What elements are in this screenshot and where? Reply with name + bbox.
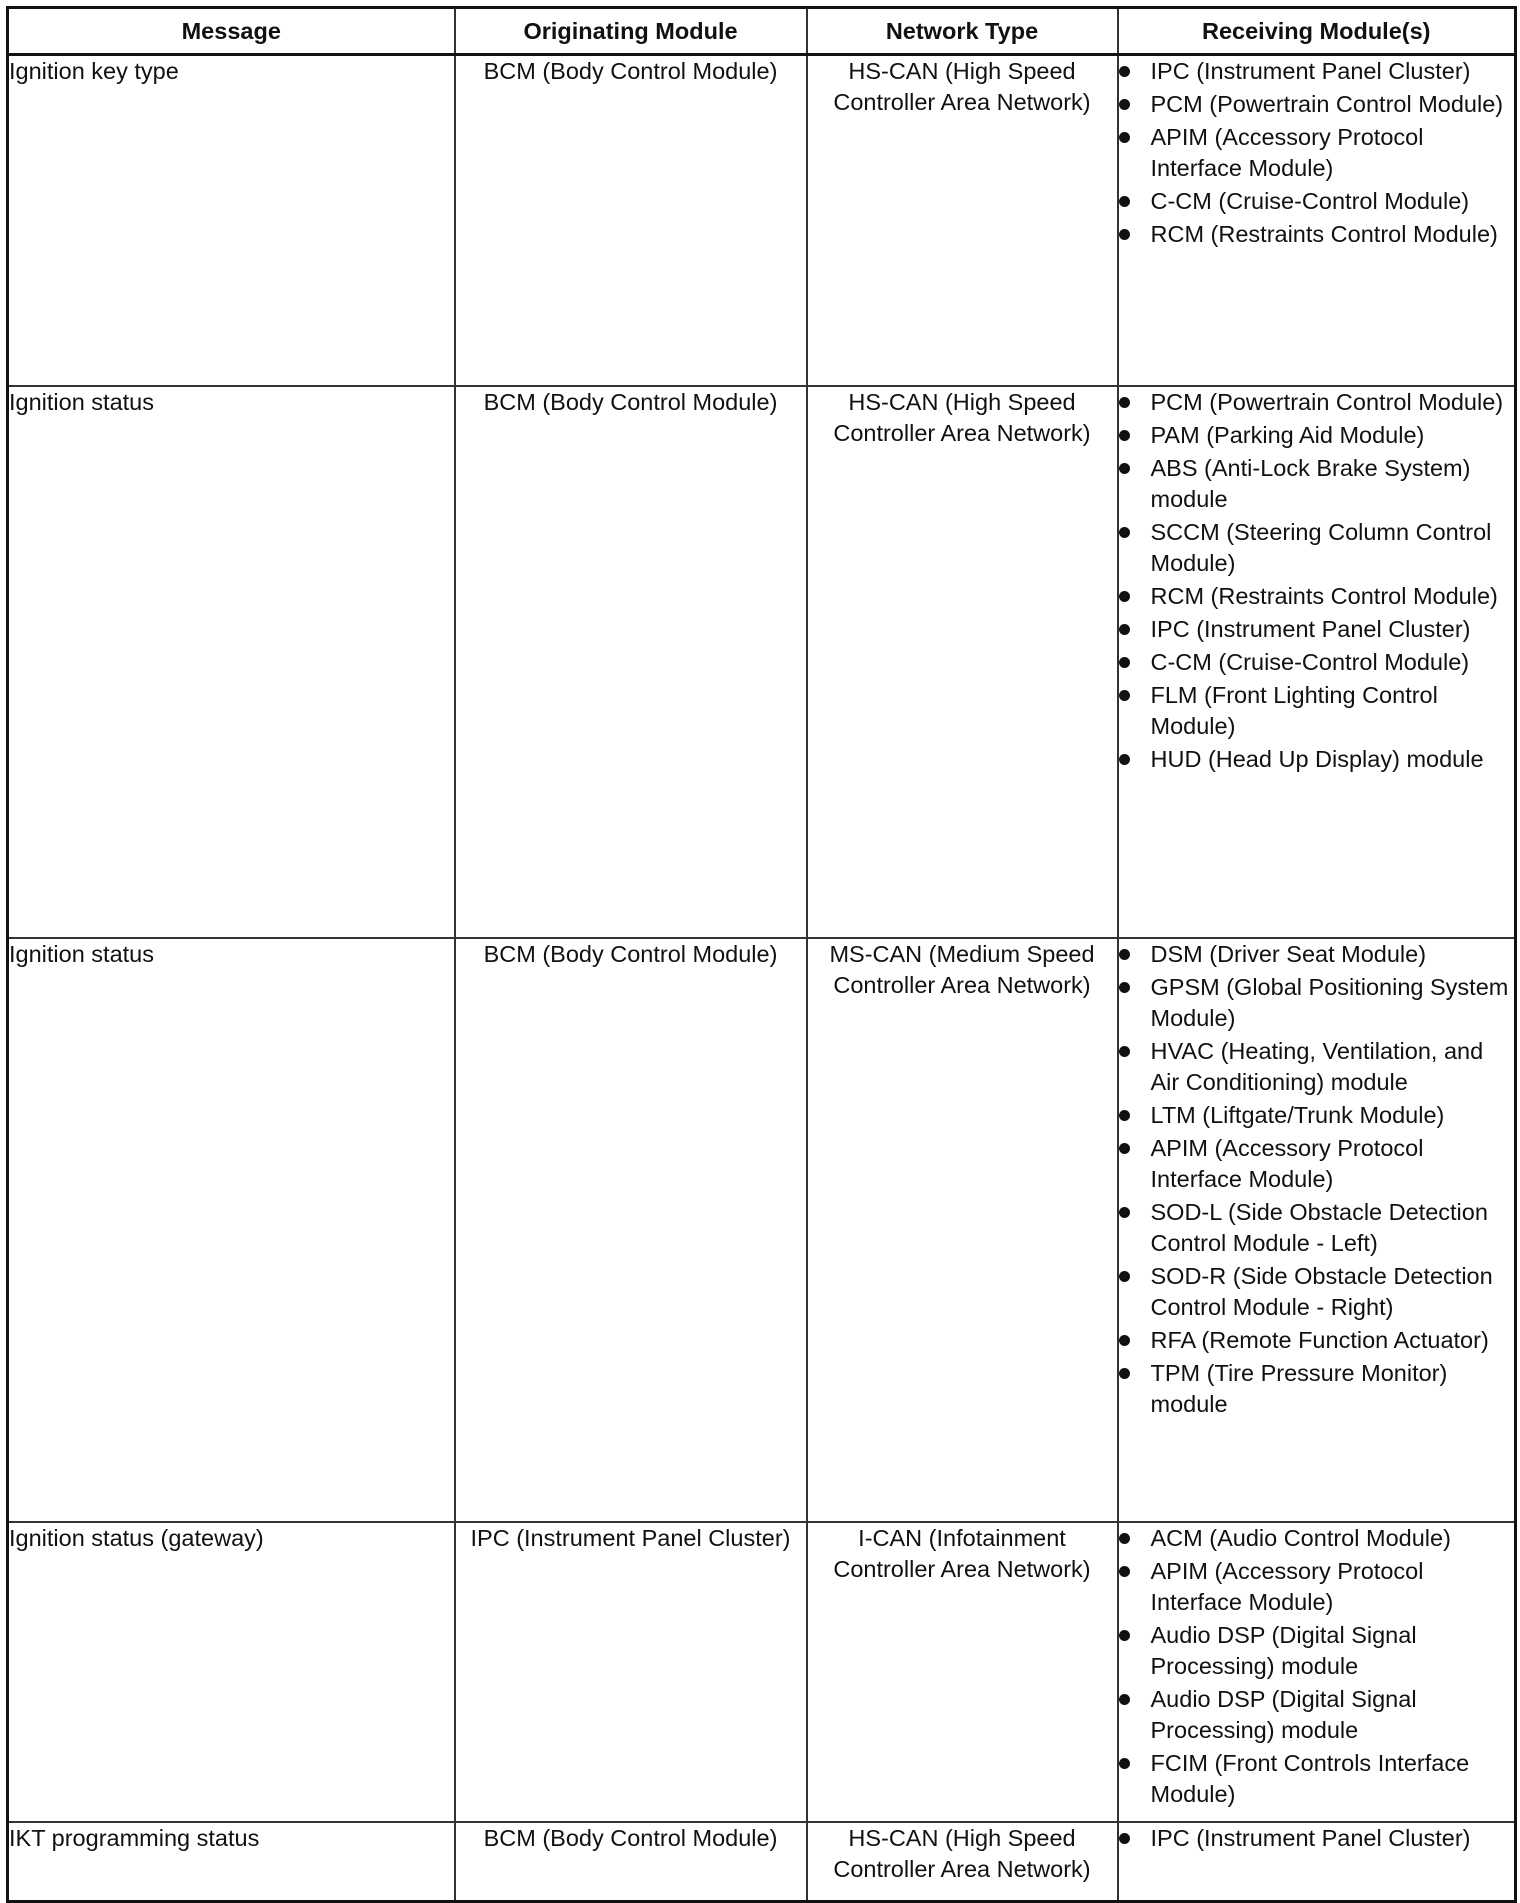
list-item: HUD (Head Up Display) module [1119,744,1515,775]
bullet-icon [1119,1335,1130,1346]
table-row [8,55,1516,386]
header-network-type: Network Type [807,8,1118,55]
document-page [6,6,1517,1903]
receiving-modules-cell [1118,1522,1516,1822]
originating-module-cell: BCM (Body Control Module) [455,1822,807,1902]
list-item: APIM (Accessory Protocol Interface Module) [1119,1133,1515,1195]
bullet-icon [1119,430,1130,441]
originating-module-cell: BCM (Body Control Module) [455,386,807,938]
bullet-icon [1119,229,1130,240]
bullet-icon [1119,1207,1130,1218]
message-cell: IKT programming status [8,1822,455,1902]
bullet-icon [1119,1694,1130,1705]
bullet-icon [1119,754,1130,765]
originating-module-cell: BCM (Body Control Module) [455,938,807,1522]
list-item: TPM (Tire Pressure Monitor) module [1119,1358,1515,1420]
receiving-module-list [1119,939,1515,1420]
list-item: IPC (Instrument Panel Cluster) [1119,1823,1515,1854]
message-cell: Ignition status [8,386,455,938]
bullet-icon [1119,397,1130,408]
network-message-table [6,6,1517,1903]
receiving-modules-cell [1118,55,1516,386]
list-item: GPSM (Global Positioning System Module) [1119,972,1515,1034]
table-row [8,1822,1516,1902]
list-item: IPC (Instrument Panel Cluster) [1119,614,1515,645]
bullet-icon [1119,982,1130,993]
message-cell: Ignition key type [8,55,455,386]
list-item: LTM (Liftgate/Trunk Module) [1119,1100,1515,1131]
bullet-icon [1119,1368,1130,1379]
bullet-icon [1119,690,1130,701]
receiving-module-list [1119,1823,1515,1854]
list-item: PCM (Powertrain Control Module) [1119,387,1515,418]
list-item: Audio DSP (Digital Signal Processing) module [1119,1620,1515,1682]
list-item: HVAC (Heating, Ventilation, and Air Conditioning) module [1119,1036,1515,1098]
list-item: ABS (Anti-Lock Brake System) module [1119,453,1515,515]
bullet-icon [1119,527,1130,538]
list-item: RFA (Remote Function Actuator) [1119,1325,1515,1356]
bullet-icon [1119,1271,1130,1282]
list-item: SOD-L (Side Obstacle Detection Control Module - Left) [1119,1197,1515,1259]
list-item: FCIM (Front Controls Interface Module) [1119,1748,1515,1810]
bullet-icon [1119,463,1130,474]
list-item: IPC (Instrument Panel Cluster) [1119,56,1515,87]
bullet-icon [1119,591,1130,602]
bullet-icon [1119,657,1130,668]
bullet-icon [1119,1046,1130,1057]
receiving-module-list [1119,387,1515,775]
table-row [8,386,1516,938]
header-message: Message [8,8,455,55]
list-item: PAM (Parking Aid Module) [1119,420,1515,451]
header-originating-module: Originating Module [455,8,807,55]
bullet-icon [1119,1566,1130,1577]
originating-module-cell: BCM (Body Control Module) [455,55,807,386]
list-item: APIM (Accessory Protocol Interface Module) [1119,1556,1515,1618]
list-item: DSM (Driver Seat Module) [1119,939,1515,970]
bullet-icon [1119,66,1130,77]
table-row [8,938,1516,1522]
bullet-icon [1119,1110,1130,1121]
bullet-icon [1119,132,1130,143]
bullet-icon [1119,1758,1130,1769]
bullet-icon [1119,196,1130,207]
bullet-icon [1119,99,1130,110]
list-item: SOD-R (Side Obstacle Detection Control Module - Right) [1119,1261,1515,1323]
network-type-cell: HS-CAN (High Speed Controller Area Network) [807,386,1118,938]
list-item: SCCM (Steering Column Control Module) [1119,517,1515,579]
list-item: FLM (Front Lighting Control Module) [1119,680,1515,742]
list-item: APIM (Accessory Protocol Interface Module) [1119,122,1515,184]
table-row [8,1522,1516,1822]
table-header-row [8,8,1516,55]
bullet-icon [1119,1533,1130,1544]
network-type-cell: I-CAN (Infotainment Controller Area Network) [807,1522,1118,1822]
receiving-module-list [1119,1523,1515,1810]
receiving-modules-cell [1118,938,1516,1522]
receiving-modules-cell [1118,1822,1516,1902]
list-item: RCM (Restraints Control Module) [1119,581,1515,612]
bullet-icon [1119,1833,1130,1844]
originating-module-cell: IPC (Instrument Panel Cluster) [455,1522,807,1822]
list-item: C-CM (Cruise-Control Module) [1119,647,1515,678]
list-item: RCM (Restraints Control Module) [1119,219,1515,250]
list-item: Audio DSP (Digital Signal Processing) module [1119,1684,1515,1746]
bullet-icon [1119,1630,1130,1641]
list-item: C-CM (Cruise-Control Module) [1119,186,1515,217]
list-item: PCM (Powertrain Control Module) [1119,89,1515,120]
bullet-icon [1119,624,1130,635]
list-item: ACM (Audio Control Module) [1119,1523,1515,1554]
receiving-modules-cell [1118,386,1516,938]
network-type-cell: HS-CAN (High Speed Controller Area Network) [807,55,1118,386]
message-cell: Ignition status [8,938,455,1522]
bullet-icon [1119,1143,1130,1154]
header-receiving-modules: Receiving Module(s) [1118,8,1516,55]
network-type-cell: HS-CAN (High Speed Controller Area Network) [807,1822,1118,1902]
bullet-icon [1119,949,1130,960]
network-type-cell: MS-CAN (Medium Speed Controller Area Network) [807,938,1118,1522]
receiving-module-list [1119,56,1515,250]
message-cell: Ignition status (gateway) [8,1522,455,1822]
